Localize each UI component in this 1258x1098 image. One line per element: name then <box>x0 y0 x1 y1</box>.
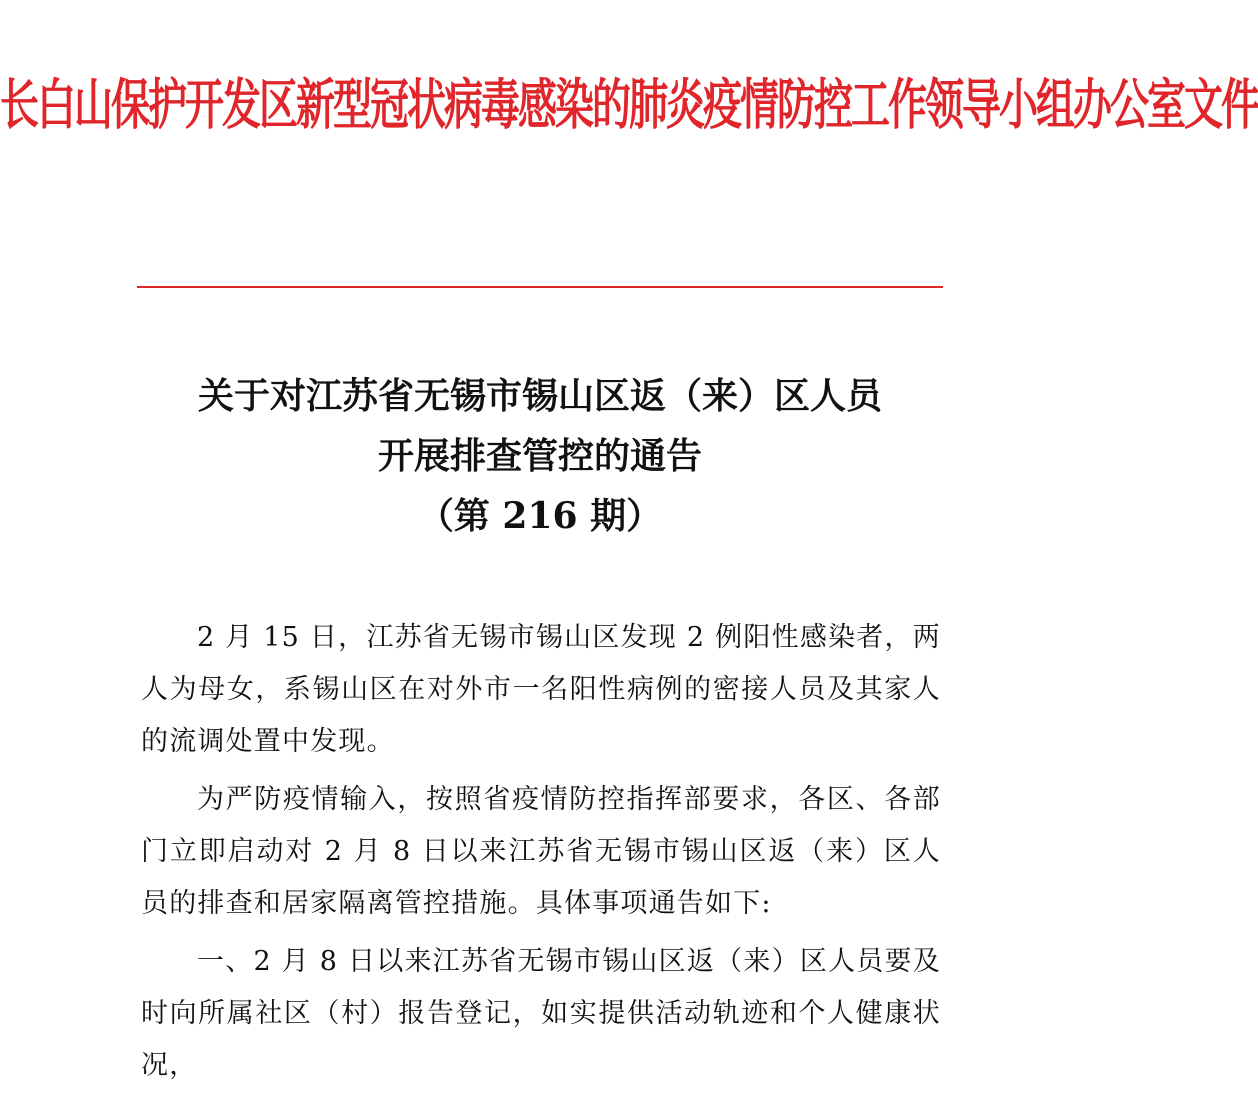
title-line-1: 关于对江苏省无锡市锡山区返（来）区人员 <box>197 375 882 417</box>
notice-title <box>0 366 1080 546</box>
issuer-header: 长白山保护开发区新型冠状病毒感染的肺炎疫情防控工作领导小组办公室文件 <box>0 74 1258 138</box>
body-paragraph: 一、2 月 8 日以来江苏省无锡市锡山区返（来）区人员要及时向所属社区（村）报告登记，如实提供活动轨迹和个人健康状况， <box>141 946 941 1081</box>
notice-body <box>141 612 941 1098</box>
body-paragraph: 2 月 15 日，江苏省无锡市锡山区发现 2 例阳性感染者，两人为母女，系锡山区在对外市一名阳性病例的密接人员及其家人的流调处置中发现。 <box>141 622 941 757</box>
issue-number: （第 216 期） <box>417 495 663 537</box>
title-line-2: 开展排查管控的通告 <box>377 435 702 477</box>
red-divider-line <box>137 286 943 288</box>
body-paragraph: 为严防疫情输入，按照省疫情防控指挥部要求，各区、各部门立即启动对 2 月 8 日以来江苏省无锡市锡山区返（来）区人员的排查和居家隔离管控措施。具体事项通告如下: <box>141 784 941 919</box>
